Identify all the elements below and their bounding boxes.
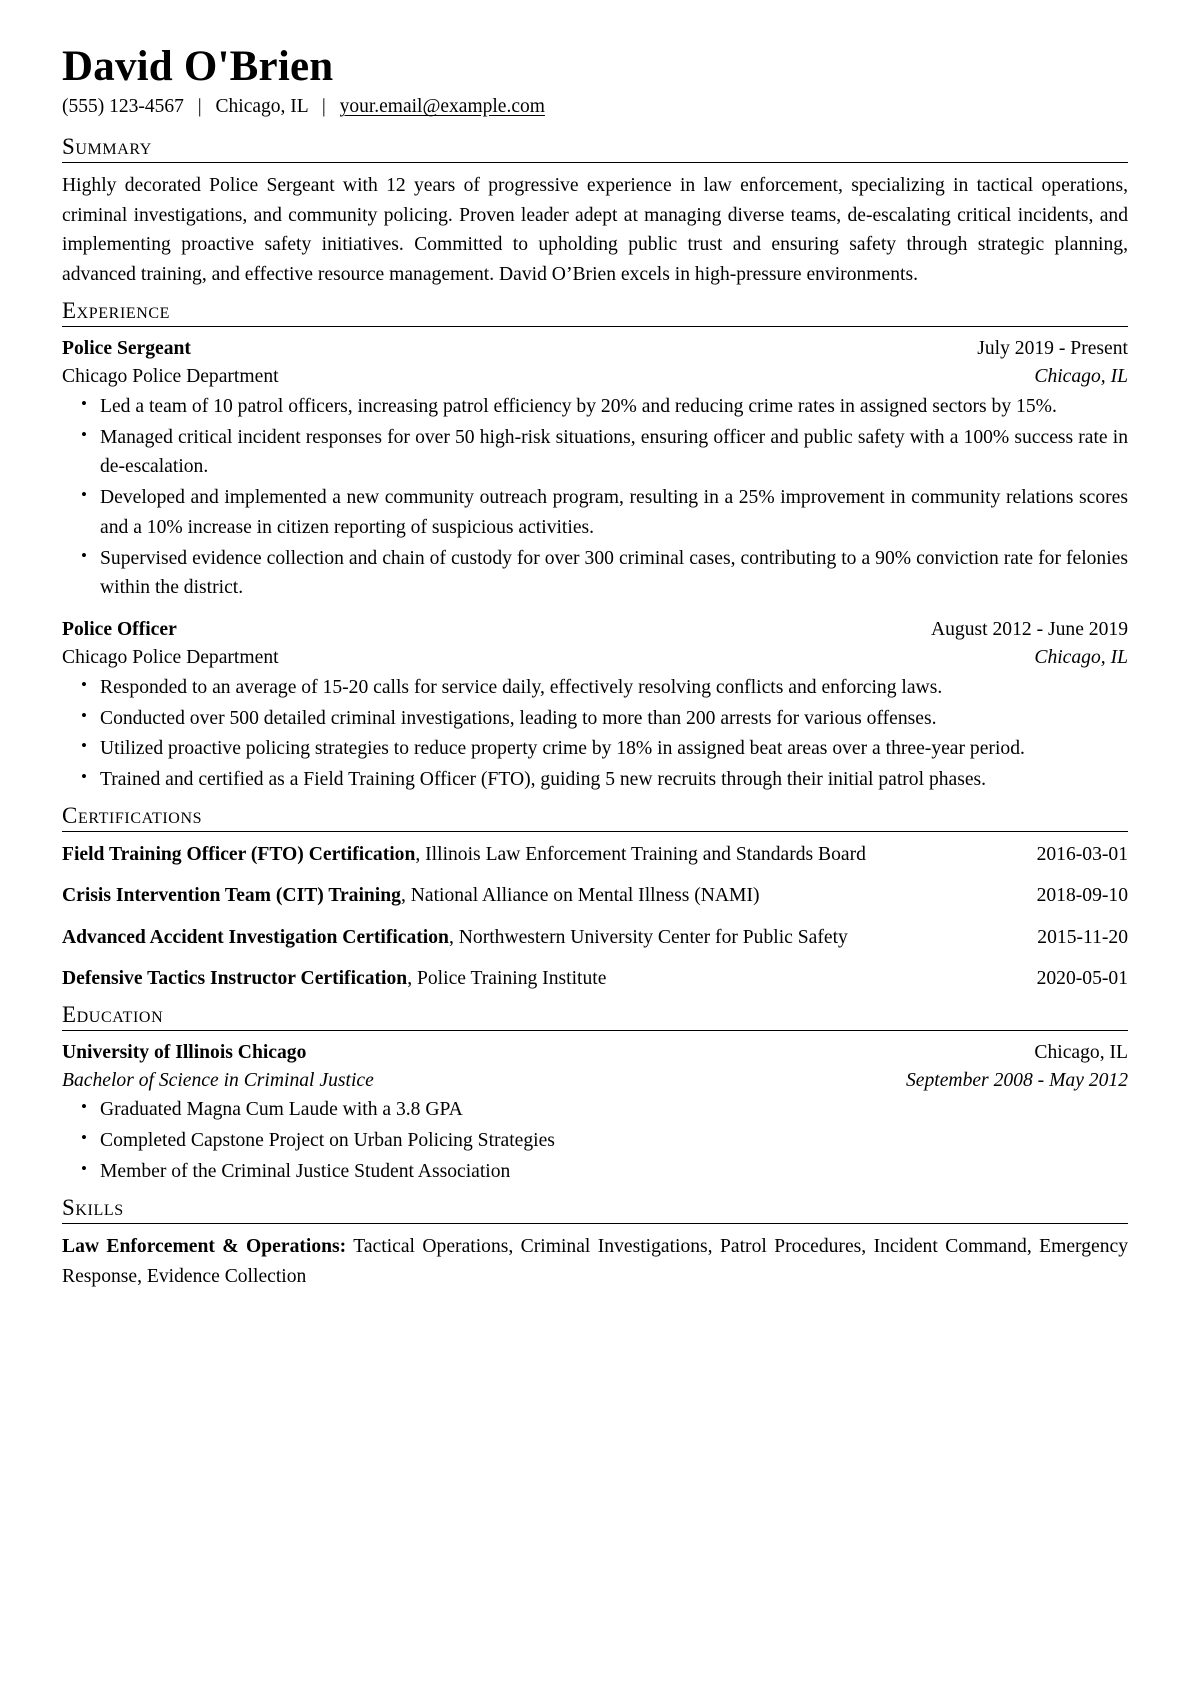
certification-comma: , bbox=[407, 968, 417, 990]
contact-line bbox=[62, 94, 1128, 120]
contact-separator: | bbox=[321, 96, 326, 118]
section-title-skills: Skills bbox=[62, 1194, 124, 1220]
certification-entry bbox=[62, 840, 1128, 869]
section-title-experience: Experience bbox=[62, 298, 171, 323]
education-entry-subheader bbox=[62, 1067, 1128, 1095]
experience-entry-subheader bbox=[62, 644, 1128, 672]
skill-category: Law Enforcement & Operations: bbox=[62, 1235, 347, 1257]
contact-separator: | bbox=[197, 96, 202, 118]
section-title-certifications: Certifications bbox=[62, 802, 203, 828]
skill-items: Tactical Operations, Criminal Investigations, Patrol Procedures, Incident Command, Emergency Response, Evidence Collection bbox=[62, 1235, 1129, 1287]
list-item: • Graduated Magna Cum Laude with a 3.8 GPA bbox=[100, 1095, 1128, 1125]
education-entry-header bbox=[62, 1039, 1128, 1067]
resume-header bbox=[62, 44, 1128, 121]
location-text: Chicago, IL bbox=[215, 96, 308, 118]
experience-entry-subheader bbox=[62, 363, 1128, 391]
list-item: • Completed Capstone Project on Urban Policing Strategies bbox=[100, 1126, 1128, 1156]
certification-issuer: Northwestern University Center for Public Safety bbox=[458, 926, 848, 948]
certification-name: Advanced Accident Investigation Certification bbox=[62, 926, 449, 948]
list-item: • Responded to an average of 15-20 calls for service daily, effectively resolving conflicts and enforcing laws. bbox=[100, 673, 1128, 703]
certification-date: 2016-03-01 bbox=[1036, 844, 1128, 866]
job-date: August 2012 - June 2019 bbox=[930, 619, 1128, 641]
certification-issuer: Police Training Institute bbox=[416, 968, 607, 990]
certification-name: Crisis Intervention Team (CIT) Training bbox=[62, 885, 401, 907]
education-date: September 2008 - May 2012 bbox=[905, 1069, 1128, 1091]
list-item: • Conducted over 500 detailed criminal investigations, leading to more than 200 arrests for various offenses. bbox=[100, 704, 1128, 734]
job-bullets bbox=[62, 673, 1128, 795]
section-skills bbox=[62, 1194, 1128, 1292]
certification-issuer: National Alliance on Mental Illness (NAMI) bbox=[410, 885, 760, 907]
experience-entry-header bbox=[62, 616, 1128, 644]
experience-entry bbox=[62, 335, 1128, 603]
certification-entry bbox=[62, 881, 1128, 910]
certification-comma: , bbox=[415, 844, 426, 866]
list-item: • Utilized proactive policing strategies to reduce property crime by 18% in assigned beat areas over a three-year period. bbox=[100, 734, 1128, 764]
summary-text: Highly decorated Police Sergeant with 12 years of progressive experience in law enforcement, specializing in tactical operations, criminal investigations, and community policing. Proven leader adept at managing diverse teams, de-escalating critical incidents, and implementing proactive safety initiatives. Committed to upholding public trust and ensuring safety through strategic planning, advanced training, and effective resource management. David O’Brien excels in high-pressure environments. bbox=[62, 174, 1128, 286]
phone-number: (555) 123-4567 bbox=[62, 96, 184, 118]
section-certifications bbox=[62, 802, 1128, 994]
job-date: July 2019 - Present bbox=[977, 338, 1128, 360]
certification-entry bbox=[62, 964, 1128, 993]
certification-comma: , bbox=[400, 885, 411, 907]
certification-comma: , bbox=[448, 926, 459, 948]
section-rule bbox=[62, 326, 1128, 327]
certification-date: 2015-11-20 bbox=[1037, 926, 1128, 948]
education-bullets bbox=[62, 1095, 1128, 1186]
skill-group bbox=[62, 1232, 1128, 1292]
certification-date: 2020-05-01 bbox=[1036, 968, 1128, 990]
list-item: • Trained and certified as a Field Training Officer (FTO), guiding 5 new recruits through their initial patrol phases. bbox=[100, 765, 1128, 795]
experience-entry bbox=[62, 616, 1128, 795]
degree-name: Bachelor of Science in Criminal Justice bbox=[62, 1069, 374, 1091]
education-entry bbox=[62, 1039, 1128, 1187]
section-title-summary: Summary bbox=[62, 133, 152, 159]
section-summary bbox=[62, 133, 1128, 290]
job-bullets bbox=[62, 392, 1128, 603]
school-name: University of Illinois Chicago bbox=[62, 1041, 307, 1063]
section-rule bbox=[62, 162, 1128, 163]
section-rule bbox=[62, 831, 1128, 832]
email-link[interactable]: your.email@example.com bbox=[339, 96, 545, 118]
job-location: Chicago, IL bbox=[1034, 647, 1128, 669]
list-item: • Member of the Criminal Justice Student Association bbox=[100, 1157, 1128, 1187]
certification-name: Field Training Officer (FTO) Certification bbox=[62, 844, 416, 866]
job-company: Chicago Police Department bbox=[62, 365, 279, 387]
school-location: Chicago, IL bbox=[1034, 1041, 1128, 1063]
job-title: Police Officer bbox=[62, 619, 177, 641]
experience-entry-header bbox=[62, 335, 1128, 363]
certification-date: 2018-09-10 bbox=[1036, 885, 1128, 907]
list-item: • Supervised evidence collection and chain of custody for over 300 criminal cases, contributing to a 90% conviction rate for felonies within the district. bbox=[100, 544, 1128, 604]
candidate-name: David O'Brien bbox=[62, 43, 334, 90]
certification-issuer: Illinois Law Enforcement Training and Standards Board bbox=[425, 844, 866, 866]
list-item: • Developed and implemented a new community outreach program, resulting in a 25% improvement in community relations scores and a 10% increase in citizen reporting of suspicious activities. bbox=[100, 483, 1128, 543]
certification-entry bbox=[62, 923, 1128, 952]
list-item: • Led a team of 10 patrol officers, increasing patrol efficiency by 20% and reducing crime rates in assigned sectors by 15%. bbox=[100, 392, 1128, 422]
section-rule bbox=[62, 1223, 1128, 1224]
job-company: Chicago Police Department bbox=[62, 647, 279, 669]
list-item: • Managed critical incident responses for over 50 high-risk situations, ensuring officer and public safety with a 100% success rate in de-escalation. bbox=[100, 423, 1128, 483]
section-education bbox=[62, 1001, 1128, 1187]
section-rule bbox=[62, 1030, 1128, 1031]
certification-name: Defensive Tactics Instructor Certification bbox=[62, 968, 408, 990]
section-title-education: Education bbox=[62, 1001, 164, 1027]
job-location: Chicago, IL bbox=[1034, 365, 1128, 387]
section-experience bbox=[62, 297, 1128, 795]
job-title: Police Sergeant bbox=[62, 338, 191, 360]
